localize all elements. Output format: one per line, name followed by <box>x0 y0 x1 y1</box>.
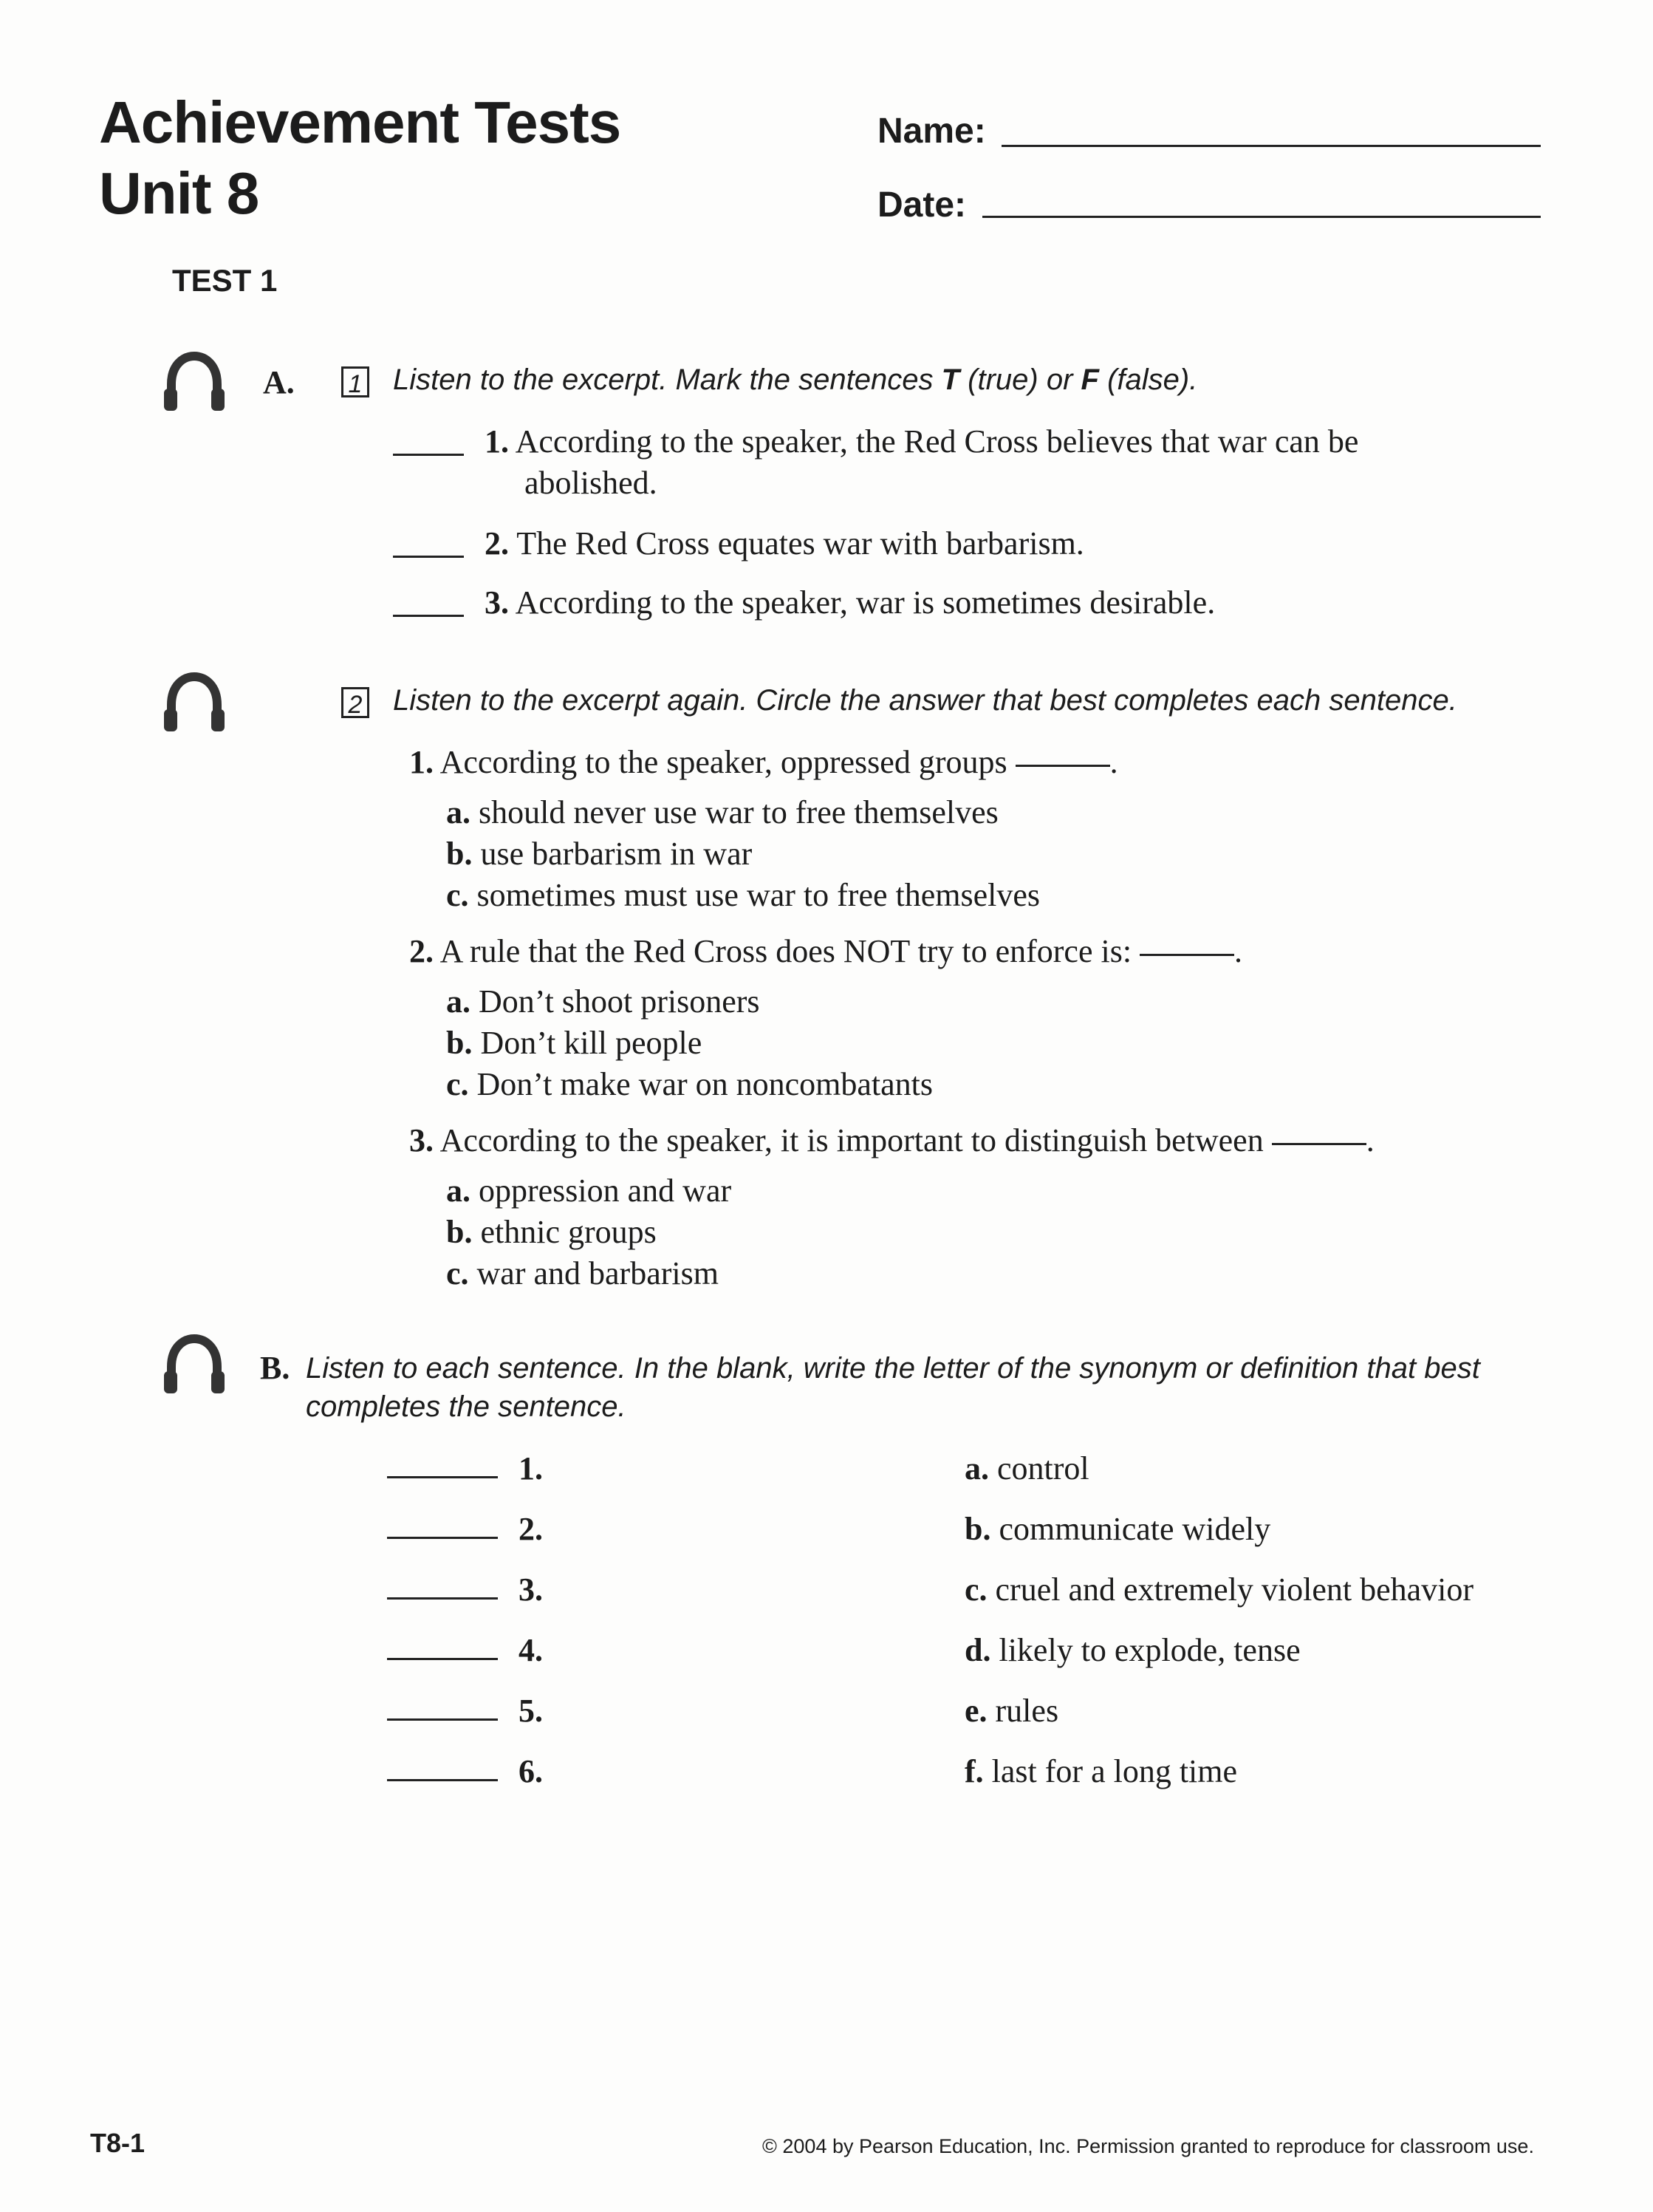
item-number: 4. <box>519 1632 543 1668</box>
question-end: . <box>1109 744 1118 780</box>
option[interactable] <box>446 1064 933 1105</box>
option[interactable] <box>446 875 1040 916</box>
part-2-box: 2 <box>341 687 369 718</box>
answer-blank[interactable] <box>387 1537 498 1539</box>
definition-letter: d. <box>965 1632 991 1668</box>
definition-letter: a. <box>965 1450 989 1486</box>
item-number: 3. <box>519 1571 543 1608</box>
part-1-instruction <box>393 363 1197 397</box>
instruction-text: (false). <box>1098 363 1198 396</box>
question-stem: According to the speaker, it is important to distinguish between <box>439 1122 1264 1158</box>
instruction-line: completes the sentence. <box>306 1390 626 1423</box>
instruction-line: Listen to each sentence. In the blank, write the letter of the synonym or definition that best <box>306 1352 1480 1385</box>
item-text: The Red Cross equates war with barbarism. <box>516 525 1084 561</box>
name-label: Name: <box>877 112 986 151</box>
section-b-instruction <box>306 1349 1480 1426</box>
definition-item <box>965 1630 1474 1690</box>
answer-blank[interactable] <box>393 556 464 558</box>
mc-options-3 <box>446 1170 731 1294</box>
item-number: 5. <box>519 1693 543 1729</box>
section-a-letter: A. <box>263 364 295 400</box>
question-number: 1. <box>409 744 434 780</box>
option-text: sometimes must use war to free themselves <box>476 877 1041 913</box>
definition-item <box>965 1509 1474 1569</box>
answer-blank[interactable] <box>387 1718 498 1721</box>
option-text: Don’t shoot prisoners <box>479 983 760 1020</box>
option-text: Don’t make war on noncombatants <box>476 1066 934 1102</box>
definition-text: rules <box>995 1693 1059 1729</box>
definition-text: communicate widely <box>999 1511 1271 1547</box>
option[interactable] <box>446 792 1040 833</box>
copyright-notice: © 2004 by Pearson Education, Inc. Permission granted to reproduce for classroom use. <box>762 2135 1534 2157</box>
definition-text: last for a long time <box>991 1753 1238 1789</box>
definition-list <box>965 1448 1474 1812</box>
option[interactable] <box>446 1023 933 1064</box>
item-number: 1. <box>519 1450 543 1486</box>
definition-letter: f. <box>965 1753 984 1789</box>
option-letter: b. <box>446 1025 473 1061</box>
option-text: Don’t kill people <box>480 1025 702 1061</box>
option[interactable] <box>446 833 1040 875</box>
instruction-text: (true) or <box>959 363 1081 396</box>
mc-question-2 <box>409 931 1242 972</box>
question-stem: A rule that the Red Cross does NOT try to enforce is: <box>439 933 1132 969</box>
option[interactable] <box>446 1253 731 1294</box>
mc-question-3 <box>409 1120 1375 1161</box>
answer-blank[interactable] <box>1272 1143 1366 1145</box>
option-text: should never use war to free themselves <box>479 794 999 830</box>
instruction-true-letter: T <box>941 363 960 396</box>
question-number: 3. <box>409 1122 434 1158</box>
option-letter: c. <box>446 1255 469 1291</box>
option-text: use barbarism in war <box>480 836 753 872</box>
definition-item <box>965 1448 1474 1509</box>
title-line-2: Unit 8 <box>99 160 259 226</box>
answer-blank[interactable] <box>393 615 464 617</box>
option-text: oppression and war <box>479 1172 732 1209</box>
item-number: 3. <box>485 584 509 621</box>
option-letter: a. <box>446 1172 470 1209</box>
option[interactable] <box>446 1212 731 1253</box>
option-letter: a. <box>446 794 470 830</box>
page-title <box>99 87 620 229</box>
headphones-icon <box>161 672 227 736</box>
definition-text: control <box>997 1450 1089 1486</box>
instruction-text: Listen to the excerpt. Mark the sentences <box>393 363 942 396</box>
title-line-1: Achievement Tests <box>99 89 621 155</box>
option-letter: c. <box>446 1066 469 1102</box>
instruction-false-letter: F <box>1081 363 1099 396</box>
definition-letter: c. <box>965 1571 988 1608</box>
headphones-icon <box>161 1334 227 1398</box>
option-text: ethnic groups <box>480 1214 657 1250</box>
mc-question-1 <box>409 742 1118 783</box>
date-field[interactable] <box>982 216 1541 218</box>
tf-item-2 <box>485 523 1084 564</box>
tf-item-3 <box>485 582 1215 624</box>
definition-item <box>965 1751 1474 1812</box>
mc-options-2 <box>446 981 933 1105</box>
question-stem: According to the speaker, oppressed groups <box>439 744 1007 780</box>
definition-text: cruel and extremely violent behavior <box>995 1571 1474 1608</box>
name-field[interactable] <box>1002 145 1541 147</box>
mc-options-1 <box>446 792 1040 916</box>
item-number: 1. <box>485 423 509 460</box>
headphones-icon <box>161 352 227 415</box>
option[interactable] <box>446 981 933 1023</box>
part-1-box: 1 <box>341 366 369 397</box>
answer-blank[interactable] <box>387 1658 498 1660</box>
date-label: Date: <box>877 185 967 225</box>
definition-text: likely to explode, tense <box>999 1632 1301 1668</box>
option[interactable] <box>446 1170 731 1212</box>
question-number: 2. <box>409 933 434 969</box>
item-text: According to the speaker, the Red Cross believes that war can be <box>515 423 1359 460</box>
answer-blank[interactable] <box>387 1597 498 1600</box>
definition-item <box>965 1569 1474 1630</box>
option-letter: a. <box>446 983 470 1020</box>
answer-blank[interactable] <box>387 1476 498 1478</box>
item-number: 2. <box>485 525 509 561</box>
question-end: . <box>1234 933 1243 969</box>
definition-letter: e. <box>965 1693 988 1729</box>
answer-blank[interactable] <box>387 1779 498 1781</box>
question-end: . <box>1366 1122 1375 1158</box>
answer-blank[interactable] <box>1016 765 1110 767</box>
option-letter: b. <box>446 836 473 872</box>
item-text: According to the speaker, war is sometimes desirable. <box>515 584 1216 621</box>
test-label: TEST 1 <box>172 263 278 298</box>
item-number: 6. <box>519 1753 543 1789</box>
answer-blank[interactable] <box>1140 954 1234 956</box>
section-b-letter: B. <box>260 1350 290 1386</box>
tf-item-1 <box>485 421 1358 504</box>
option-letter: c. <box>446 877 469 913</box>
definition-letter: b. <box>965 1511 991 1547</box>
definition-item <box>965 1690 1474 1751</box>
option-text: war and barbarism <box>476 1255 719 1291</box>
answer-blank[interactable] <box>393 454 464 456</box>
part-2-instruction: Listen to the excerpt again. Circle the answer that best completes each sentence. <box>393 684 1457 717</box>
item-number: 2. <box>519 1511 543 1547</box>
page-code: T8-1 <box>90 2128 146 2158</box>
item-text: abolished. <box>524 465 657 501</box>
option-letter: b. <box>446 1214 473 1250</box>
